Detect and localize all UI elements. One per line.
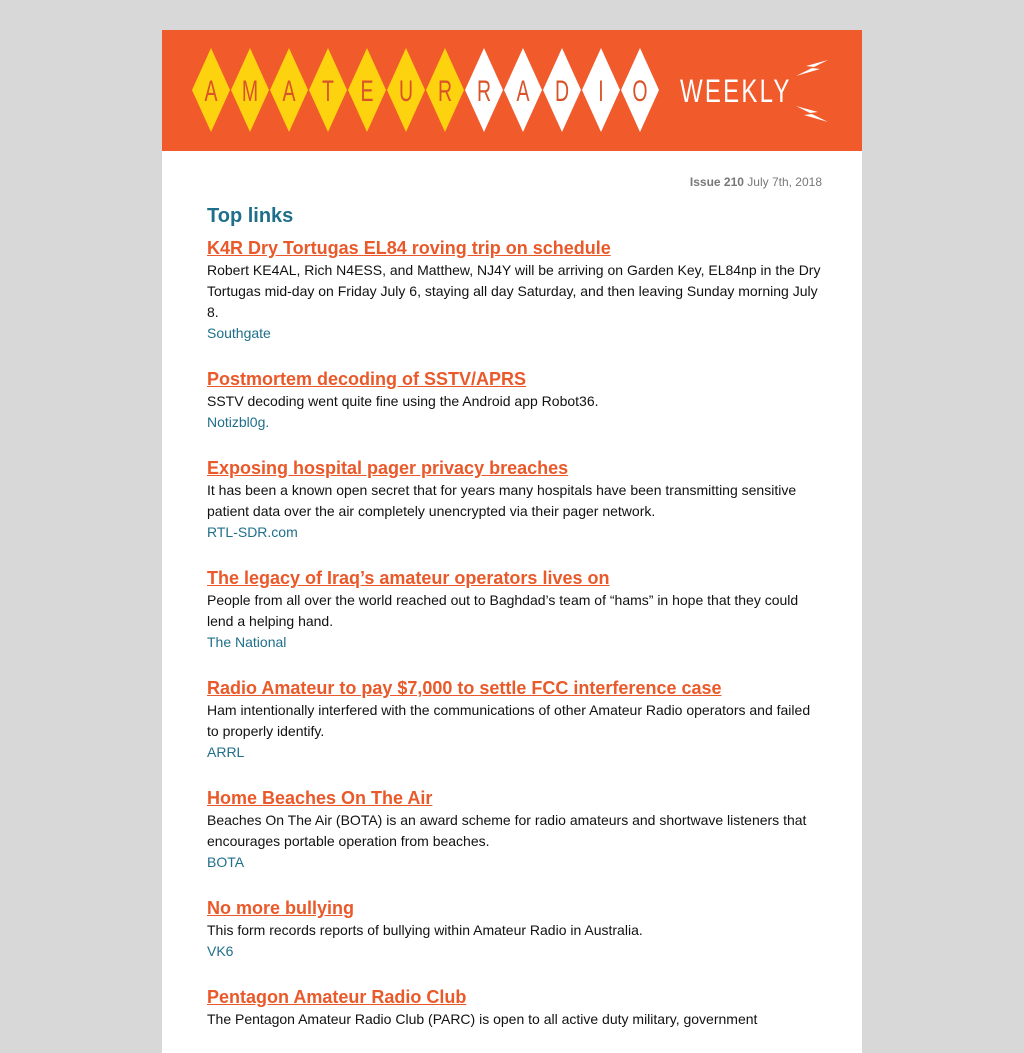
logo-letter: I [598, 74, 604, 109]
lightning-icon [796, 106, 828, 122]
article-title-link[interactable]: Postmortem decoding of SSTV/APRS [207, 369, 527, 389]
article-source-link[interactable]: The National [207, 634, 287, 650]
article-source-link[interactable]: ARRL [207, 744, 245, 760]
article-title-link[interactable]: No more bullying [207, 898, 355, 918]
article-summary: Robert KE4AL, Rich N4ESS, and Matthew, NJ4Y will be arriving on Garden Key, EL84np in the Dry Tortugas mid-day on Friday July 6, staying all day Saturday, and then leaving Sunday morning July 8. [207, 262, 821, 320]
article-summary: The Pentagon Amateur Radio Club (PARC) is open to all active duty military, government [207, 1011, 758, 1027]
article-title-link[interactable]: Pentagon Amateur Radio Club [207, 987, 467, 1007]
article-summary: Ham intentionally interfered with the communications of other Amateur Radio operators and failed to properly identify. [207, 702, 811, 739]
article [207, 676, 822, 763]
article [207, 456, 822, 543]
article-source-link[interactable]: Southgate [207, 325, 271, 341]
section-title: Top links [207, 205, 294, 227]
article-title-link[interactable]: K4R Dry Tortugas EL84 roving trip on schedule [207, 238, 611, 258]
article [207, 985, 822, 1030]
logo-letter: O [632, 74, 648, 109]
article-summary: This form records reports of bullying within Amateur Radio in Australia. [207, 922, 643, 938]
newsletter [162, 30, 862, 1053]
article-title-link[interactable]: Home Beaches On The Air [207, 788, 433, 808]
article-summary: SSTV decoding went quite fine using the Android app Robot36. [207, 393, 599, 409]
logo-letter: R [476, 74, 492, 109]
logo-letter: A [516, 74, 530, 109]
logo-letter: D [554, 74, 570, 109]
logo-letter: R [437, 74, 453, 109]
article [207, 566, 822, 653]
article-summary: People from all over the world reached out to Baghdad’s team of “hams” in hope that they could lend a helping hand. [207, 592, 799, 629]
amateur-radio-weekly-logo [162, 30, 862, 151]
lightning-icon [796, 60, 828, 76]
article-summary: It has been a known open secret that for years many hospitals have been transmitting sensitive patient data over the air completely unencrypted via their pager network. [207, 482, 797, 519]
article [207, 367, 822, 433]
article-title-link[interactable]: Radio Amateur to pay $7,000 to settle FCC interference case [207, 678, 722, 698]
article-source-link[interactable]: Notizbl0g. [207, 414, 270, 430]
logo-letter: U [398, 74, 414, 109]
logo-letter: T [322, 74, 334, 109]
logo-letter: E [360, 74, 374, 109]
article [207, 896, 822, 962]
logo-letter: A [282, 74, 296, 109]
header-banner [162, 30, 862, 151]
article [207, 236, 822, 344]
article-title-link[interactable]: The legacy of Iraq’s amateur operators lives on [207, 568, 610, 588]
issue-info [207, 151, 822, 191]
article-title-link[interactable]: Exposing hospital pager privacy breaches [207, 458, 569, 478]
issue-number: Issue 210 [689, 175, 744, 189]
logo-letter: M [241, 74, 259, 109]
article-source-link[interactable]: VK6 [207, 943, 234, 959]
article [207, 786, 822, 873]
article-summary: Beaches On The Air (BOTA) is an award scheme for radio amateurs and shortwave listeners that encourages portable operation from beaches. [207, 812, 807, 849]
article-source-link[interactable]: BOTA [207, 854, 245, 870]
logo-weekly: WEEKLY [680, 72, 792, 109]
logo-letter: A [204, 74, 218, 109]
article-source-link[interactable]: RTL-SDR.com [207, 524, 298, 540]
issue-date: July 7th, 2018 [747, 175, 822, 189]
